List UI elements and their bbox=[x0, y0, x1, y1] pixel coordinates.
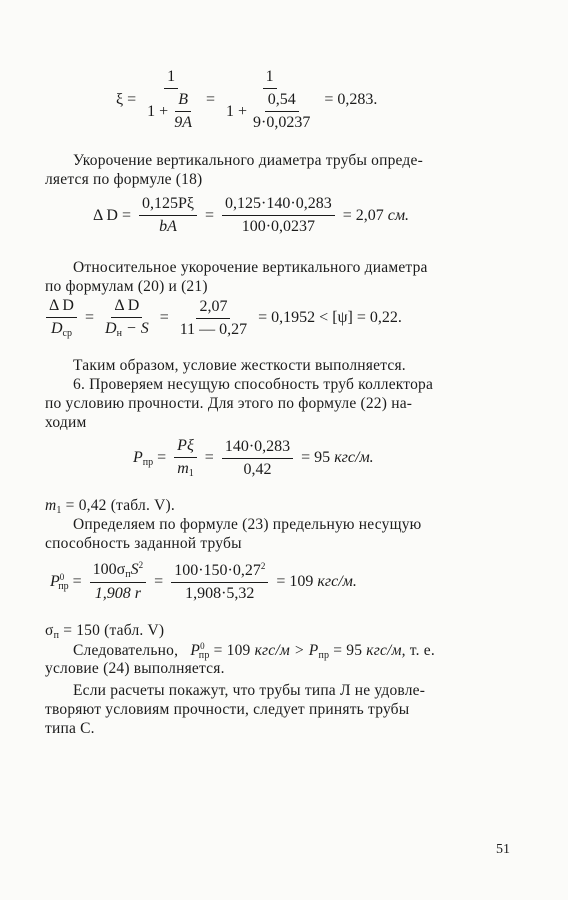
equation-p-pr: $P_{пр}$ = $\frac{P\xi}{m_1}$ = $\frac{140\cdot 0,283}{0,42}$ = 95 кгс/м. bbox=[133, 437, 374, 479]
m1-symbol: m bbox=[45, 497, 57, 514]
eq1-f1-den-pre: 1 + bbox=[147, 102, 169, 120]
eq5-f1-den: 1,908 r bbox=[94, 585, 142, 602]
p5-line2-sup: 0 bbox=[200, 641, 205, 651]
p5-line2-P: P bbox=[190, 642, 201, 659]
sigma-sub: п bbox=[53, 630, 60, 641]
paragraph-2-line-1: Относительное укорочение вертикального диаметра bbox=[73, 259, 428, 276]
eq2-f1-num: 0,125Pξ bbox=[139, 195, 197, 216]
eq5-result: = 109 bbox=[276, 572, 314, 590]
eq4-unit: кгс/м. bbox=[334, 449, 374, 466]
paragraph-4-line-3: способность заданной трубы bbox=[45, 535, 242, 552]
paragraph-1-line-2: ляется по формуле (18) bbox=[45, 171, 203, 188]
eq3-f2-den-sub: н bbox=[116, 328, 122, 339]
eq3-f1-num: Δ D bbox=[46, 297, 77, 318]
eq3-result: = 0,1952 < [ψ] = 0,22. bbox=[258, 309, 402, 326]
eq1-fraction-2 bbox=[223, 68, 316, 132]
paragraph-5-line-3: условие (24) выполняется. bbox=[45, 660, 225, 677]
eq2-unit: см. bbox=[387, 206, 410, 224]
eq4-f2-den: 0,42 bbox=[243, 460, 272, 478]
p5-line2-d: = 95 bbox=[329, 642, 363, 659]
eq5-f1-num-sup: 2 bbox=[138, 560, 144, 570]
paragraph-4-line-2: Определяем по формуле (23) предельную несущую bbox=[73, 516, 422, 533]
m1-sub: 1 bbox=[56, 505, 62, 516]
eq2-f2-num: 0,125·140·0,283 bbox=[222, 195, 335, 216]
eq1-f1-inner-num: B bbox=[178, 91, 188, 108]
p5-line2-sub2: пр bbox=[318, 650, 330, 661]
eq3-f3-num: 2,07 bbox=[196, 298, 230, 319]
eq3-f3-den: 11 — 0,27 bbox=[179, 320, 248, 338]
paragraph-6-line-2: творяют условиям прочности, следует принять трубы bbox=[45, 701, 410, 718]
equation-delta-d: Δ D = $\frac{0,125P\xi}{bA}$ = $\frac{0,125\cdot 140\cdot 0,283}{100\cdot 0,0237}$ = 2,07 см. bbox=[93, 195, 410, 235]
p5-line2-unit2: кгс/м, bbox=[366, 642, 406, 659]
paragraph-3-line-2: 6. Проверяем несущую способность труб коллектора bbox=[73, 376, 434, 393]
m1-text: = 0,42 (табл. V). bbox=[61, 497, 175, 514]
equation-relative-shortening: $\frac{\text{Δ D}}{D_{ср}}$ = $\frac{\text{Δ D}}{D_н - S}$ = $\frac{2,07}{11 — 0,27}$ = 0,1952 < [ψ] = 0,22. bbox=[42, 297, 402, 339]
eq3-f2-num: Δ D bbox=[111, 297, 142, 318]
eq2-lhs: Δ D = bbox=[93, 206, 131, 224]
eq3-f1-den-sub: ср bbox=[62, 328, 72, 339]
eq1-f1-inner-den: 9A bbox=[174, 114, 192, 131]
eq4-f1-num: Pξ bbox=[177, 437, 194, 454]
p5-line2-b: = 109 bbox=[209, 642, 251, 659]
p5-line2-e: т. е. bbox=[405, 642, 435, 659]
eq5-f2-den: 1,908·5,32 bbox=[185, 584, 255, 602]
paragraph-4-line-1 bbox=[45, 497, 175, 516]
eq1-f2-inner-num: 0,54 bbox=[265, 91, 299, 112]
p5-line2-sub: пр bbox=[198, 650, 210, 661]
eq1-f2-numerator: 1 bbox=[263, 68, 277, 89]
eq5-lhs: P bbox=[50, 572, 60, 590]
equation-xi: ξ = 1 1 + $\frac{B}{9A}$ = 1 1 + $\frac{0,54}{9\cdot 0,0237}$ = 0,283. bbox=[116, 68, 378, 131]
eq1-f2-den-pre: 1 + bbox=[226, 102, 248, 120]
eq1-fraction-1 bbox=[144, 68, 198, 132]
eq2-f2-den: 100·0,0237 bbox=[241, 218, 316, 235]
eq5-f1-num-tail: S bbox=[130, 561, 139, 578]
eq5-f2-num-sup: 2 bbox=[260, 560, 266, 571]
paragraph-5-line-1 bbox=[45, 622, 164, 641]
eq5-f1-num: 100σ bbox=[92, 561, 126, 578]
eq5-lhs-sub: пр bbox=[58, 580, 69, 592]
eq1-f1-numerator: 1 bbox=[164, 68, 178, 89]
paragraph-5-line-2 bbox=[73, 641, 435, 661]
paragraph-6-line-1: Если расчеты покажут, что трубы типа Л не удовле- bbox=[73, 682, 426, 699]
eq4-lhs-sub: пр bbox=[142, 456, 154, 468]
paragraph-3-line-4: ходим bbox=[45, 414, 87, 431]
eq4-result: = 95 bbox=[301, 449, 331, 466]
eq1-lhs: ξ = bbox=[116, 91, 137, 108]
eq4-lhs: P bbox=[133, 448, 143, 466]
p5-line2-unit1: кгс/м bbox=[254, 642, 290, 659]
eq5-f2-num: 100·150·0,27 bbox=[174, 561, 261, 579]
eq3-f1-den: D bbox=[50, 320, 63, 337]
equation-p0-pr: $P^0_{пр}$ = $\frac{100\sigma_пS^2}{1,908 r}$ = $\frac{100\cdot 150\cdot 0,27^2}{1,908\cdot 5,32}$ = 109 кгс/м. bbox=[50, 560, 357, 602]
paragraph-3-line-1: Таким образом, условие жесткости выполняется. bbox=[73, 357, 406, 374]
eq1-f2-inner-den: 9·0,0237 bbox=[253, 114, 311, 131]
paragraph-6-line-3: типа С. bbox=[45, 720, 95, 737]
eq4-f1-den: m bbox=[177, 460, 189, 477]
page-number: 51 bbox=[496, 842, 510, 857]
sigma-text: = 150 (табл. V) bbox=[59, 622, 165, 639]
paragraph-3-line-3: по условию прочности. Для этого по формуле (22) на- bbox=[45, 395, 413, 412]
eq2-f1-den: bA bbox=[159, 218, 177, 235]
eq3-f2-den: D bbox=[105, 320, 117, 337]
paragraph-2-line-2: по формулам (20) и (21) bbox=[45, 278, 208, 295]
eq5-lhs-sup: 0 bbox=[59, 571, 65, 582]
eq2-result: = 2,07 bbox=[342, 206, 384, 224]
eq4-f1-den-sub: 1 bbox=[188, 468, 194, 479]
sigma-symbol: σ bbox=[45, 622, 54, 639]
p5-line2-c: > P bbox=[289, 642, 319, 659]
eq5-f1-num-sub: п bbox=[125, 569, 131, 580]
eq4-f2-num: 140·0,283 bbox=[222, 438, 293, 459]
eq5-unit: кгс/м. bbox=[317, 572, 357, 590]
eq1-result: = 0,283. bbox=[324, 91, 378, 108]
p5-line2-a: Следовательно, bbox=[73, 642, 179, 659]
eq3-f2-den-tail: − S bbox=[121, 320, 149, 337]
paragraph-1-line-1: Укорочение вертикального диаметра трубы опреде- bbox=[73, 152, 423, 169]
